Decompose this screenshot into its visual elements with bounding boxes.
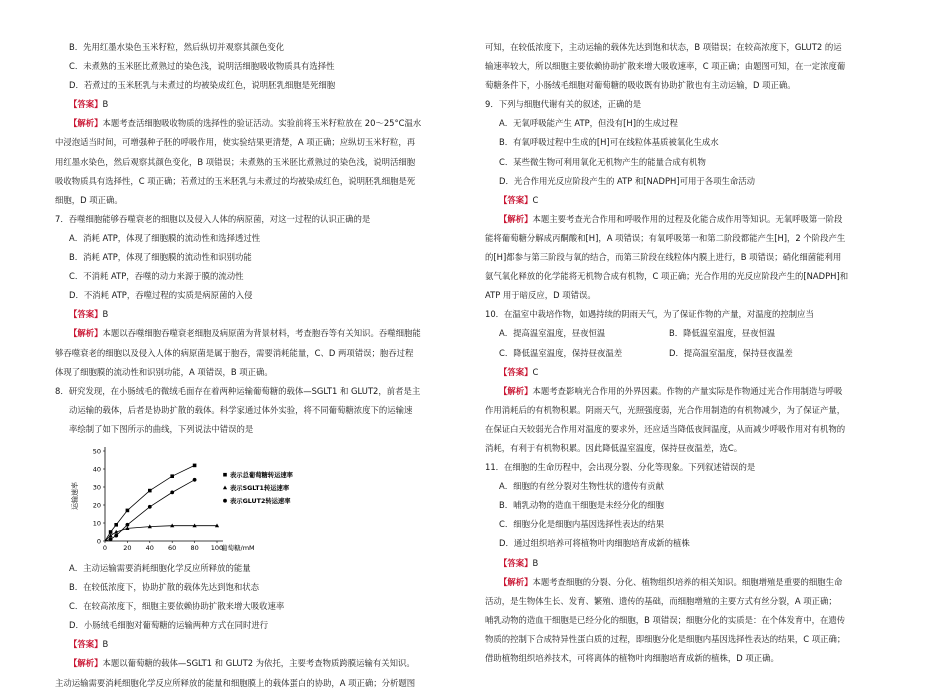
explanation-9-line: 能将葡萄糖分解成丙酮酸和[H]，A 项错误；有氧呼吸第一和第二阶段都能产生[H]，2 个阶段产生 [485,232,846,243]
question-8: 8．研究发现，在小肠绒毛的微绒毛面存在着两种运输葡萄糖的载体—SGLT1 和 GLUT2，前者是主 [55,385,421,396]
explanation-11-line [485,573,887,592]
explanation-tag: 【解析】 [69,658,103,669]
question-9: 9．下列与细胞代谢有关的叙述，正确的是 [485,99,642,110]
option-9a: A．无氧呼吸能产生 ATP，但没有[H]的生成过程 [499,118,678,129]
x-tick-label: 20 [123,543,132,552]
series-triangle [105,523,219,541]
explanation-8-line: 萄糖条件下，小肠绒毛细胞对葡萄糖的吸收既有协助扩散也有主动运输，D 项正确。 [485,80,796,91]
legend-label: 表示总葡萄糖转运速率 [230,471,293,479]
data-point [223,499,227,503]
option-8b: B．在较低浓度下，协助扩散的载体先达到饱和状态 [69,582,259,593]
data-point [109,537,113,541]
option-11d: D．通过组织培养可将植物叶肉细胞培育成新的植株 [499,538,690,549]
option-7d: D．不消耗 ATP，吞噬过程的实质是病原菌的入侵 [69,290,253,301]
right-column [485,38,887,668]
answer-7 [55,305,457,324]
left-column [55,38,457,693]
answer-10 [485,363,887,382]
legend-label: 表示SGLT1转运速率 [230,484,290,492]
y-axis-label: 运输速率 [71,481,79,510]
transport-rate-chart [55,441,457,555]
option-9b: B．有氧呼吸过程中生成的[H]可在线粒体基质被氧化生成水 [499,137,719,148]
question-7: 7．吞噬细胞能够吞噬衰老的细胞以及侵入人体的病原菌，对这一过程的认识正确的是 [55,213,371,224]
chart-axes [70,447,255,552]
series-circle [105,478,197,541]
explanation-7-line: 够吞噬衰老的细胞以及侵入人体的病原菌是属于胞吞，需要消耗能量，C、D 两项错误；胞吞过程 [55,347,414,358]
x-tick-label: 0 [102,543,108,552]
data-point [193,464,197,468]
explanation-tag: 【解析】 [69,328,103,339]
data-point [148,489,152,493]
explanation-8-line: 输速率较大，所以细胞主要依赖协助扩散来增大吸收速率，C 项正确；由题图可知，在一定浓度葡 [485,61,846,72]
chart-legend [223,470,294,505]
data-point [223,473,227,477]
option-11a: A．细胞的有丝分裂对生物性状的遗传有贡献 [499,481,664,492]
explanation-tag: 【解析】 [499,576,533,587]
y-tick-label: 10 [92,519,101,528]
answer-value: B [102,99,109,110]
data-point [126,523,130,527]
explanation-10-line: 消耗，有利于有机物积累。因此降低温室温度，保持昼夜温差，选C。 [485,442,743,453]
answer-tag: 【答案】 [69,309,103,320]
explanation-6-line: 吸收物质具有选择性，C 项正确；若煮过的玉米胚乳与未煮过的均被染成红色，说明胚乳细胞是死 [55,175,416,186]
explanation-11-line: 哺乳动物的造血干细胞是已经分化的细胞，B 项错误；细胞分化的实质是：在个体发育中，在遗传 [485,614,846,625]
series-line [105,465,195,541]
explanation-9-line [485,210,887,229]
option-7a: A．消耗 ATP，体现了细胞膜的流动性和选择透过性 [69,232,261,243]
option-6b: B．先用红墨水染色玉米籽粒，然后纵切并观察其颜色变化 [69,42,285,52]
answer-11 [485,554,887,573]
option-6c: C．未煮熟的玉米胚比煮熟过的染色浅，说明活细胞吸收物质具有选择性 [69,61,335,72]
explanation-tag: 【解析】 [69,118,103,129]
option-11b: B．哺乳动物的造血干细胞是未经分化的细胞 [499,500,664,511]
chart-series [105,464,219,541]
explanation-8-line: 可知，在较低浓度下，主动运输的载体先达到饱和状态，B 项错误；在较高浓度下，GLUT2 的运 [485,42,842,52]
x-tick-label: 80 [190,543,199,552]
answer-9 [485,191,887,210]
answer-value: B [102,639,109,650]
answer-value: C [532,366,539,377]
answer-6 [55,95,457,114]
option-8d: D．小肠绒毛细胞对葡萄糖的运输两种方式在同时进行 [69,620,269,631]
y-tick-label: 40 [92,465,101,474]
explanation-10-line: 在保证白天较弱光合作用对温度的要求外，还应适当降低夜间温度，从而减少呼吸作用对有机物的 [485,423,846,434]
explanation-9-line: ATP 用于暗反应，D 项错误。 [485,290,596,301]
option-7c: C．不消耗 ATP，吞噬的动力来源于膜的流动性 [69,271,244,282]
data-point [223,485,227,489]
data-point [109,530,113,534]
answer-tag: 【答案】 [69,99,103,110]
explanation-10-line: 作用消耗后的有机物积累。阴雨天气，光照强度弱，光合作用制造的有机物减少，为了保证产量， [485,404,846,415]
option-7b: B．消耗 ATP，体现了细胞膜的流动性和识别功能 [69,252,252,263]
question-8: 动运输的载体，后者是协助扩散的载体。科学家通过体外实验，将不同葡萄糖浓度下的运输速 [69,404,413,415]
explanation-9-line: 的[H]都参与第三阶段与氧的结合，而第三阶段在线粒体内膜上进行，B 项错误；硝化细菌能利用 [485,252,842,263]
option-10a: A．提高温室温度，昼夜恒温 [499,328,606,339]
explanation-7-line: 体现了细胞膜的流动性和识别功能，A 项错误，B 项正确。 [55,366,273,377]
explanation-6-line: 中浸泡适当时间，可增强种子胚的呼吸作用，使实验结果更清楚，A 项正确；应纵切玉米籽粒，再 [55,137,416,148]
option-10b: B．降低温室温度，昼夜恒温 [669,328,776,339]
data-point [170,474,174,478]
explanation-8-line: 主动运输需要消耗细胞化学反应所释放的能量和细胞膜上的载体蛋白的协助，A 项正确；分析题图 [55,677,416,688]
answer-tag: 【答案】 [69,639,103,650]
explanation-text: 本题考查活细胞吸收物质的选择性的验证活动。实验前将玉米籽粒放在 20～25°C温水 [102,118,422,129]
explanation-text: 本题考查细胞的分裂、分化、植物组织培养的相关知识。细胞增殖是重要的细胞生命 [532,576,843,587]
answer-tag: 【答案】 [499,366,533,377]
data-point [114,523,118,527]
explanation-tag: 【解析】 [499,385,533,396]
explanation-8-line [55,654,457,673]
y-tick-label: 0 [96,537,101,546]
option-11c: C．细胞分化是细胞内基因选择性表达的结果 [499,519,664,530]
explanation-10-line [485,382,887,401]
chart-svg [69,441,329,555]
y-tick-label: 30 [92,483,101,492]
data-point [114,534,118,538]
data-point [126,509,130,513]
explanation-text: 本题考查影响光合作用的外界因素。作物的产量实际是作物通过光合作用制造与呼吸 [532,385,843,396]
question-10: 10．在温室中栽培作物，如遇持续的阴雨天气，为了保证作物的产量，对温度的控制应当 [485,309,814,320]
explanation-9-line: 氨气氧化释放的化学能将无机物合成有机物，C 项正确；光合作用的光反应阶段产生的[NADPH]和 [485,271,849,282]
option-10d: D．提高温室温度，保持昼夜温差 [669,347,793,358]
explanation-6-line: 细胞，D 项正确。 [55,194,123,205]
explanation-text: 本题以吞噬细胞吞噬衰老细胞及病原菌为背景材料，考查胞吞等有关知识。吞噬细胞能 [102,328,421,339]
answer-value: B [532,557,539,568]
explanation-11-line: 活动，是生物体生长、发育、繁殖、遗传的基础，而细胞增殖的主要方式有丝分裂，A 项正确； [485,595,837,606]
option-10c: C．降低温室温度，保持昼夜温差 [499,347,623,358]
explanation-text: 本题主要考查光合作用和呼吸作用的过程及化能合成作用等知识。无氧呼吸第一阶段 [532,213,843,224]
option-9c: C．某些微生物可利用氧化无机物产生的能量合成有机物 [499,156,706,167]
explanation-tag: 【解析】 [499,213,533,224]
answer-value: B [102,309,109,320]
x-axis-label: 葡萄糖/mM [221,543,255,552]
y-tick-label: 20 [92,501,101,510]
x-tick-label: 40 [145,543,154,552]
explanation-7-line [55,324,457,343]
option-6d: D．若煮过的玉米胚乳与未煮过的均被染成红色，说明胚乳细胞是死细胞 [69,80,336,91]
series-square [105,464,196,541]
answer-value: C [532,194,539,205]
answer-tag: 【答案】 [499,557,533,568]
question-11: 11．在细胞的生命历程中，会出现分裂、分化等现象。下列叙述错误的是 [485,462,756,473]
data-point [170,490,174,494]
explanation-11-line: 物质的控制下合成特异性蛋白质的过程，即细胞分化是细胞内基因选择性表达的结果，C 项正确； [485,633,846,644]
legend-label: 表示GLUT2转运速率 [230,497,291,505]
answer-tag: 【答案】 [499,194,533,205]
x-tick-label: 100 [210,543,224,552]
series-line [105,526,217,541]
option-8a: A．主动运输需要消耗细胞化学反应所释放的能量 [69,562,251,573]
explanation-6-line: 用红墨水染色，然后观察其颜色变化，B 项错误；未煮熟的玉米胚比煮熟过的染色浅，说明活细胞 [55,156,416,167]
answer-8 [55,635,457,654]
explanation-11-line: 借助植物组织培养技术，可将离体的植物叶肉细胞培育成新的植株，D 项正确。 [485,653,779,663]
options-10-row1 [485,324,887,343]
option-8c: C．在较高浓度下，细胞主要依赖协助扩散来增大吸收速率 [69,601,285,612]
y-tick-label: 50 [92,447,101,456]
x-tick-label: 60 [168,543,177,552]
explanation-6-line [55,114,457,133]
data-point [193,478,197,482]
question-8: 率绘制了如下图所示的曲线，下列说法中错误的是 [69,423,254,434]
explanation-text: 本题以葡萄糖的载体—SGLT1 和 GLUT2 为依托，主要考查物质跨膜运输有关知识。 [102,658,415,669]
option-9d: D．光合作用光反应阶段产生的 ATP 和[NADPH]可用于各项生命活动 [499,175,755,186]
data-point [148,505,152,509]
options-10-row2 [485,344,887,363]
